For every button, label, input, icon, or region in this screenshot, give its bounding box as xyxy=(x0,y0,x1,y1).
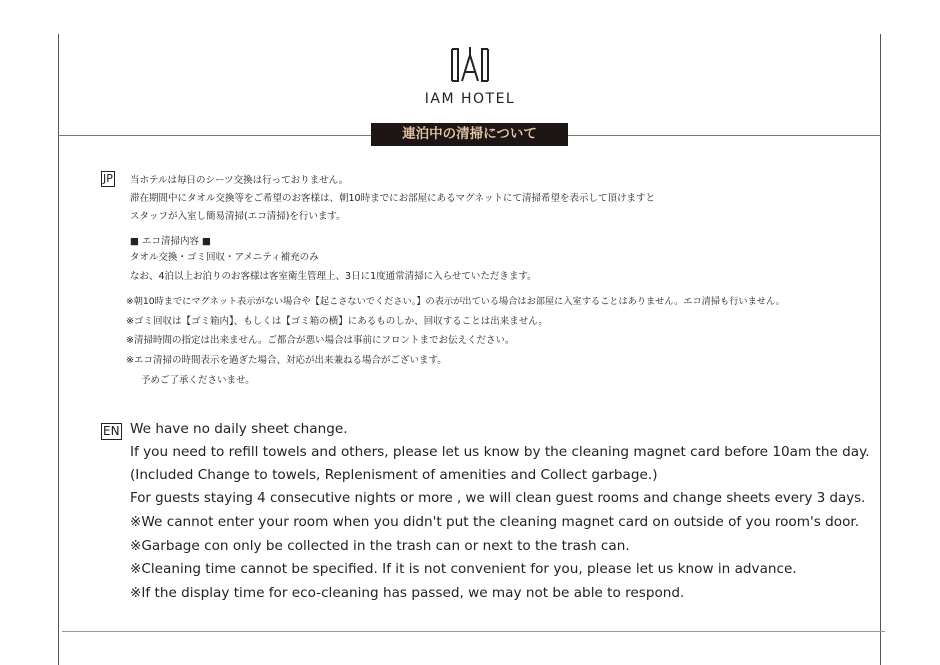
hotel-logo-icon xyxy=(450,45,490,83)
section-title-banner: 連泊中の清掃について xyxy=(371,123,568,146)
jp-note-line: ※エコ清掃の時間表示を過ぎた場合、対応が出来兼ねる場合がございます。 xyxy=(126,355,447,366)
en-line: (Included Change to towels, Replenisment of amenities and Collect garbage.) xyxy=(130,467,658,483)
footer-divider xyxy=(62,631,885,632)
jp-line: 滞在期間中にタオル交換等をご希望のお客様は、朝10時までにお部屋にあるマグネットにて清掃希望を表示して頂けますと xyxy=(130,193,655,204)
left-border-line xyxy=(58,34,59,665)
en-language-tag: EN xyxy=(103,424,120,438)
en-note-line: ※We cannot enter your room when you didn't put the cleaning magnet card on outside of you room's door. xyxy=(130,514,860,530)
en-line: For guests staying 4 consecutive nights or more , we will clean guest rooms and change sheets every 3 days. xyxy=(130,491,866,506)
jp-note-line: ※ゴミ回収は【ゴミ箱内】、もしくは【ゴミ箱の横】にあるものしか、回収することは出来ません。 xyxy=(126,316,548,327)
jp-note-line: ※朝10時までにマグネット表示がない場合や【起こさないでください。】の表示が出ている場合はお部屋に入室することはありません。エコ清掃も行いません。 xyxy=(126,296,785,307)
jp-line: なお、4泊以上お泊りのお客様は客室衛生管理上、3日に1度通常清掃に入らせていただきます。 xyxy=(130,271,537,282)
jp-language-tag: JP xyxy=(103,172,113,185)
jp-line: スタッフが入室し簡易清掃(エコ清掃)を行います。 xyxy=(130,211,346,222)
brand-name: IAM HOTEL xyxy=(424,91,516,107)
en-note-line: ※If the display time for eco-cleaning has passed, we may not be able to respond. xyxy=(130,585,685,601)
jp-line: 当ホテルは毎日のシーツ交換は行っておりません。 xyxy=(130,175,349,186)
jp-line: タオル交換・ゴミ回収・アメニティ補充のみ xyxy=(130,252,319,263)
en-line: We have no daily sheet change. xyxy=(130,421,348,437)
jp-note-line: ※清掃時間の指定は出来ません。ご都合が悪い場合は事前にフロントまでお伝えください。 xyxy=(126,335,515,346)
en-note-line: ※Cleaning time cannot be specified. If it is not convenient for you, please let us know in advance. xyxy=(130,561,797,577)
hotel-logo xyxy=(418,45,522,107)
en-note-line: ※Garbage con only be collected in the trash can or next to the trash can. xyxy=(130,538,630,554)
jp-note-line: 予めご了承くださいませ。 xyxy=(141,375,255,386)
en-line: If you need to refill towels and others, please let us know by the cleaning magnet card before 10am the day. xyxy=(130,444,870,460)
jp-line: ■ エコ清掃内容 ■ xyxy=(130,236,211,247)
right-border-line xyxy=(880,34,881,665)
